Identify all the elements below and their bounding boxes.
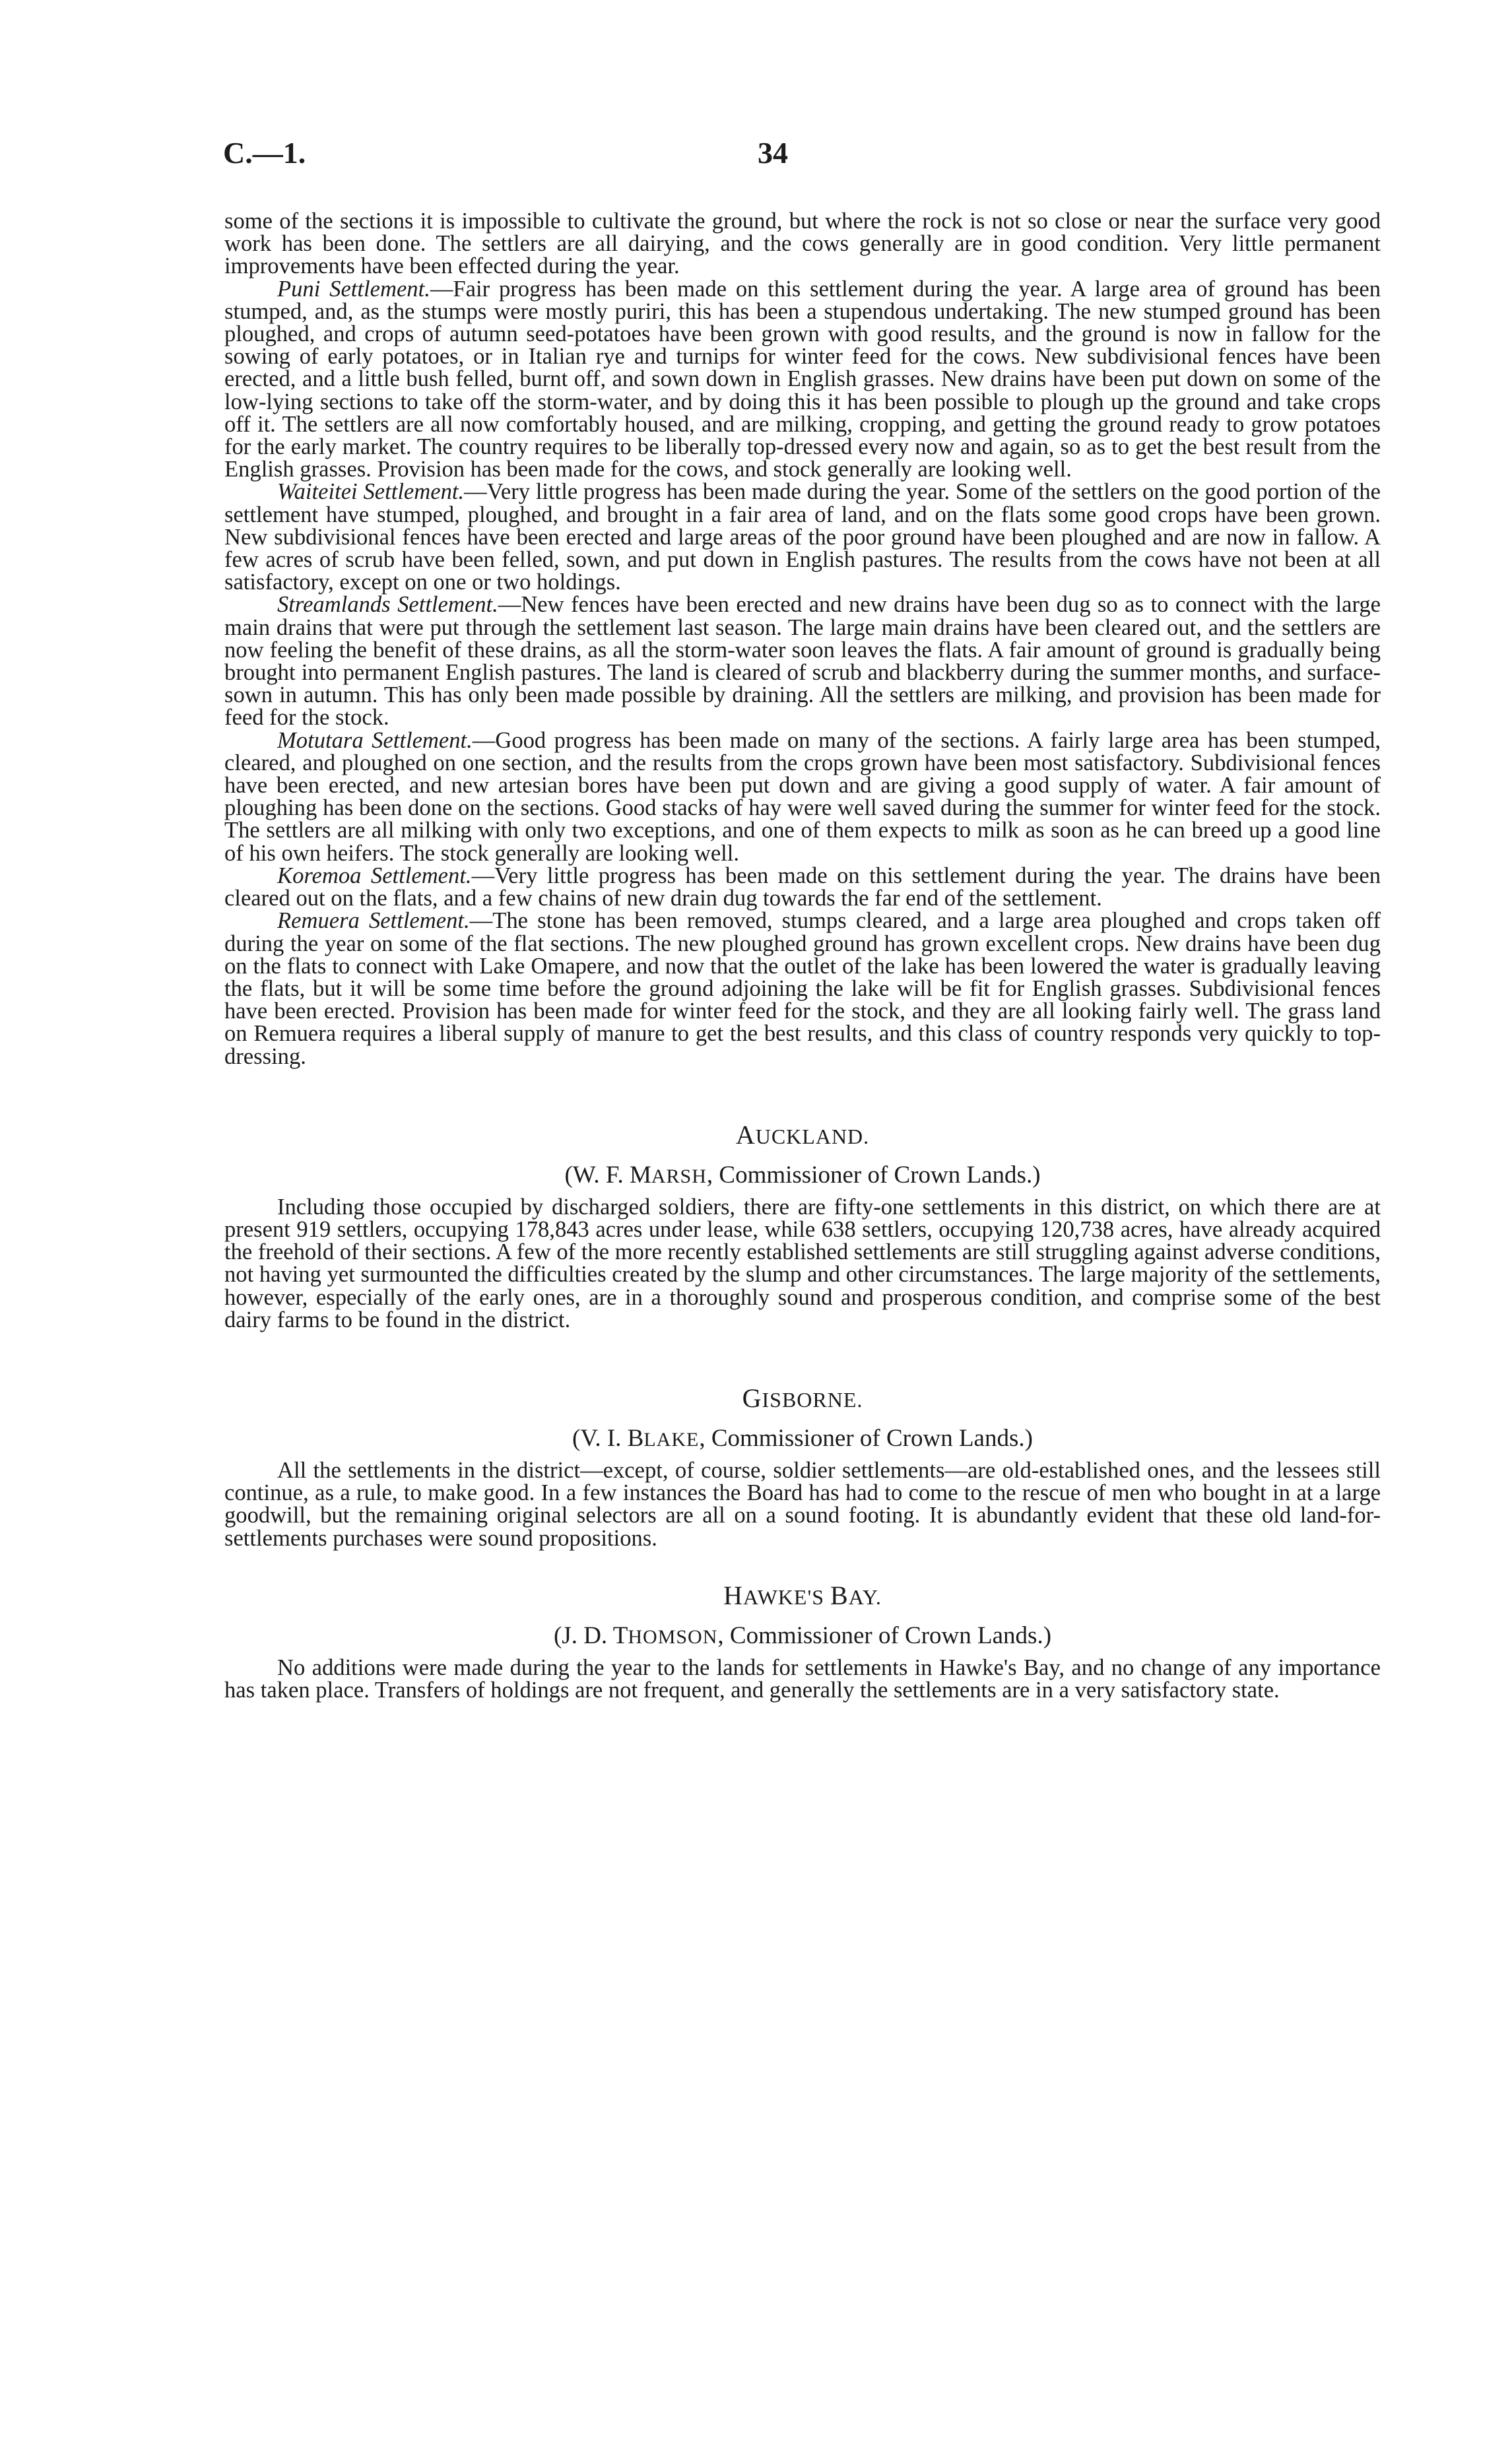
- commissioner-line-auckland: (W. F. MARSH, Commissioner of Crown Lands.): [564, 1161, 1041, 1189]
- commissioner-line-hawkes-bay: (J. D. THOMSON, Commissioner of Crown Lands.): [553, 1621, 1052, 1649]
- settlement-text: —New fences have been erected and new drains have been dug so as to connect with the large main drains that were put through the settlement last season. The large main drains have been cleared out, and the settlers are now feeling the benefit of these drains, as all the storm-water soon leaves the flats. A fair amount of ground is gradually being brought into permanent English pastures. The land is cleared of scrub and blackberry during the summer months, and surface-sown in autumn. This has only been made possible by draining. All the settlers are milking, and provision has been made for feed for the stock.: [224, 592, 1381, 731]
- settlement-text: —Fair progress has been made on this settlement during the year. A large area of ground has been stumped, and, as the stumps were mostly puriri, this has been a stupendous undertaking. The new stumped ground has been ploughed, and crops of autumn seed-potatoes have been grown with good results, and the ground is now in fallow for the sowing of early potatoes, or in Italian rye and turnips for winter feed for the cows. New subdivisional fences have been erected, and a little bush felled, burnt off, and sown down in English grasses. New drains have been put down on some of the low-lying sections to take off the storm-water, and by doing this it has been possible to plough up the ground and take crops off it. The settlers are all now comfortably housed, and are milking, cropping, and getting the ground ready to grow potatoes for the early market. The country requires to be liberally top-dressed every now and again, so as to get the best result from the English grasses. Provision has been made for the cows, and stock generally are looking well.: [224, 276, 1381, 482]
- district-paragraph-gisborne: All the settlements in the district—except, of course, soldier settlements—are old-established ones, and the lessees still continue, as a rule, to make good. In a few instances the Board has had to come to the rescue of men who bought in at a large goodwill, but the remaining original selectors are all on a sound footing. It is abundantly evident that these old land-for-settlements purchases were sound propositions.: [224, 1457, 1381, 1551]
- settlement-name: Puni Settlement.: [277, 276, 430, 302]
- settlement-paragraph-streamlands: [224, 593, 1381, 729]
- settlement-text: —Good progress has been made on many of the sections. A fairly large area has been stumped, cleared, and ploughed on one section, and the results from the crops grown have been most satisfactory. Subdivisional fences have been erected, and new artesian bores have been put down and are giving a good supply of water. A fair amount of ploughing has been done on the sections. Good stacks of hay were well saved during the summer for winter feed for the stock. The settlers are all milking with only two exceptions, and one of them expects to milk as soon as he can breed up a good line of his own heifers. The stock generally are looking well.: [224, 727, 1381, 866]
- settlement-name: Streamlands Settlement.: [277, 592, 498, 618]
- document-reference: C.—1.: [223, 136, 306, 170]
- settlement-text: —Very little progress has been made during the year. Some of the settlers on the good portion of the settlement have stumped, ploughed, and brought in a fair area of land, and on the flats some good crops have been grown. New subdivisional fences have been erected and large areas of the poor ground have been ploughed and are now in fallow. A few acres of scrub have been felled, sown, and put down in English pastures. The results from the cows have not been at all satisfactory, except on one or two holdings.: [224, 479, 1381, 595]
- district-paragraph-hawkes-bay: No additions were made during the year to the lands for settlements in Hawke's Bay, and no change of any importance has taken place. Transfers of holdings are not frequent, and generally the settlements are in a very satisfactory state.: [224, 1654, 1381, 1703]
- settlement-name: Waiteitei Settlement.: [277, 479, 465, 505]
- settlement-paragraph-koremoa: [224, 865, 1381, 909]
- section-heading-auckland: AUCKLAND.: [735, 1119, 870, 1150]
- settlement-paragraph-puni: [224, 278, 1381, 481]
- section-heading-hawkes-bay: HAWKE'S BAY.: [723, 1580, 882, 1610]
- district-paragraph-auckland: Including those occupied by discharged soldiers, there are fifty-one settlements in this district, on which there are at present 919 settlers, occupying 178,843 acres under lease, while 638 settlers, occupying 120,738 acres, have already acquired the freehold of their sections. A few of the more recently established settlements are still struggling against adverse conditions, not having yet surmounted the difficulties created by the slump and other circumstances. The large majority of the settlements, however, especially of the early ones, are in a thoroughly sound and prosperous condition, and comprise some of the best dairy farms to be found in the district.: [224, 1194, 1381, 1332]
- commissioner-line-gisborne: (V. I. BLAKE, Commissioner of Crown Lands.): [572, 1424, 1033, 1452]
- settlement-text: —The stone has been removed, stumps cleared, and a large area ploughed and crops taken off during the year on some of the flat sections. The new ploughed ground has grown excellent crops. New drains have been dug on the flats to connect with Lake Omapere, and now that the outlet of the lake has been lowered the water is gradually leaving the flats, but it will be some time before the ground adjoining the lake will be fit for English grasses. Subdivisional fences have been erected. Provision has been made for winter feed for the stock, and they are all looking fairly well. The grass land on Remuera requires a liberal supply of manure to get the best results, and this class of country responds very quickly to top-dressing.: [224, 908, 1381, 1069]
- settlement-name: Motutara Settlement.: [277, 727, 473, 753]
- page-number: 34: [758, 136, 788, 170]
- settlement-text: —Very little progress has been made on this settlement during the year. The drains have been cleared out on the flats, and a few chains of new drain dug towards the far end of the settlement.: [224, 863, 1381, 911]
- settlement-paragraph-motutara: [224, 729, 1381, 865]
- section-heading-gisborne: GISBORNE.: [742, 1383, 863, 1413]
- settlement-name: Remuera Settlement.: [277, 908, 470, 934]
- settlement-paragraph-waiteitei: [224, 480, 1381, 593]
- intro-paragraph: some of the sections it is impossible to cultivate the ground, but where the rock is not so close or near the surface very good work has been done. The settlers are all dairying, and the cows generally are in good condition. Very little permanent improvements have been effected during the year.: [224, 209, 1381, 279]
- settlement-paragraph-remuera: [224, 909, 1381, 1067]
- settlement-name: Koremoa Settlement.: [277, 863, 472, 888]
- page-body: [224, 210, 1381, 1701]
